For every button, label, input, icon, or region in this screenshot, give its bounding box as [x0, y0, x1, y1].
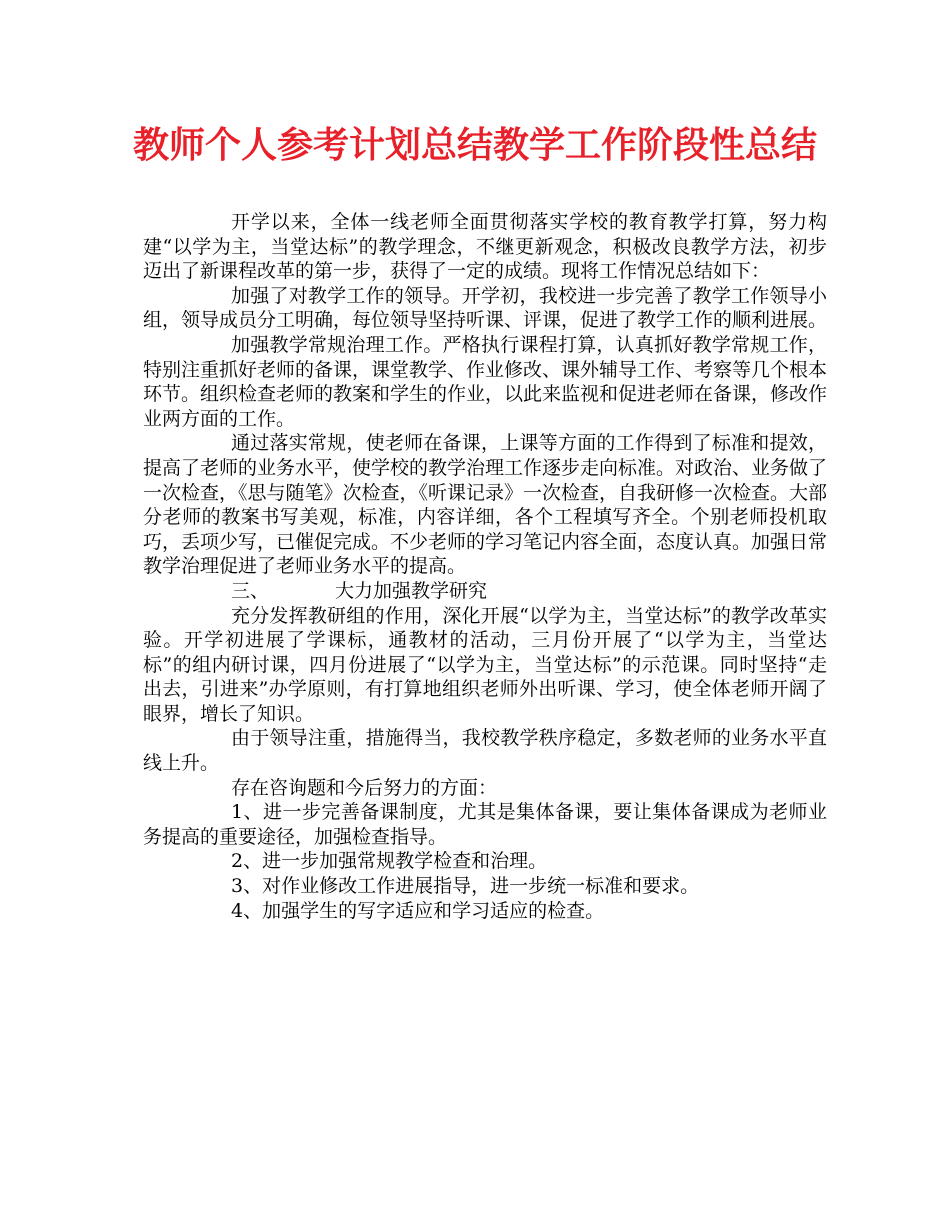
document-body [143, 210, 827, 923]
section-heading [143, 579, 827, 604]
section-number: 三、 [231, 579, 270, 602]
list-item-3: 3、对作业修改工作进展指导，进一步统一标准和要求。 [231, 875, 700, 898]
list-item-1: 1、进一步完善备课制度，尤其是集体备课，要让集体备课成为老师业务提高的重要途径，加强检查指导。 [143, 801, 827, 848]
list-item-2: 2、进一步加强常规教学检查和治理。 [231, 850, 548, 873]
document-title: 教师个人参考计划总结教学工作阶段性总结 [132, 125, 817, 166]
paragraph-leadership: 加强了对教学工作的领导。开学初，我校进一步完善了教学工作领导小组，领导成员分工明确，每位领导坚持听课、评课，促进了教学工作的顺利进展。 [143, 284, 828, 332]
paragraph-issues-heading: 存在咨询题和今后努力的方面： [231, 776, 498, 799]
paragraph-routine-management: 加强教学常规治理工作。严格执行课程打算，认真抓好教学常规工作，特别注重抓好老师的备课，课堂教学、作业修改、课外辅导工作、考察等几个根本环节。组织检查老师的教案和学生的作业，以此来监视和促进老师在备课，修改作业两方面的工作。 [143, 333, 828, 430]
paragraph-routine-results: 通过落实常规，使老师在备课，上课等方面的工作得到了标准和提效，提高了老师的业务水平，使学校的教学治理工作逐步走向标准。对政治、业务做了一次检查，《思与随笔》次检查，《听课记录》一次检查，自我研修一次检查。大部分老师的教案书写美观，标准，内容详细，各个工程填写齐全。个别老师投机取巧，丢项少写，已催促完成。不少老师的学习笔记内容全面，态度认真。加强日常教学治理促进了老师业务水平的提高。 [143, 432, 828, 578]
paragraph-intro: 开学以来，全体一线老师全面贯彻落实学校的教育教学打算，努力构建“以学为主，当堂达标”的教学理念，不继更新观念，积极改良教学方法，初步迈出了新课程改革的第一步，获得了一定的成绩。现将工作情况总结如下： [143, 211, 827, 283]
list-item-4: 4、加强学生的写字适应和学习适应的检查。 [231, 899, 605, 922]
paragraph-outcome: 由于领导注重，措施得当，我校教学秩序稳定，多数老师的业务水平直线上升。 [143, 727, 827, 775]
section-title: 大力加强教学研究 [335, 579, 488, 602]
paragraph-research: 充分发挥教研组的作用，深化开展“以学为主，当堂达标”的教学改革实验。开学初进展了学课标，通教材的活动，三月份开展了“以学为主，当堂达标”的组内研讨课，四月份进展了“以学为主，当堂达标”的示范课。同时坚持“走出去，引进来”办学原则，有打算地组织老师外出听课、学习，使全体老师开阔了眼界，增长了知识。 [143, 604, 827, 725]
